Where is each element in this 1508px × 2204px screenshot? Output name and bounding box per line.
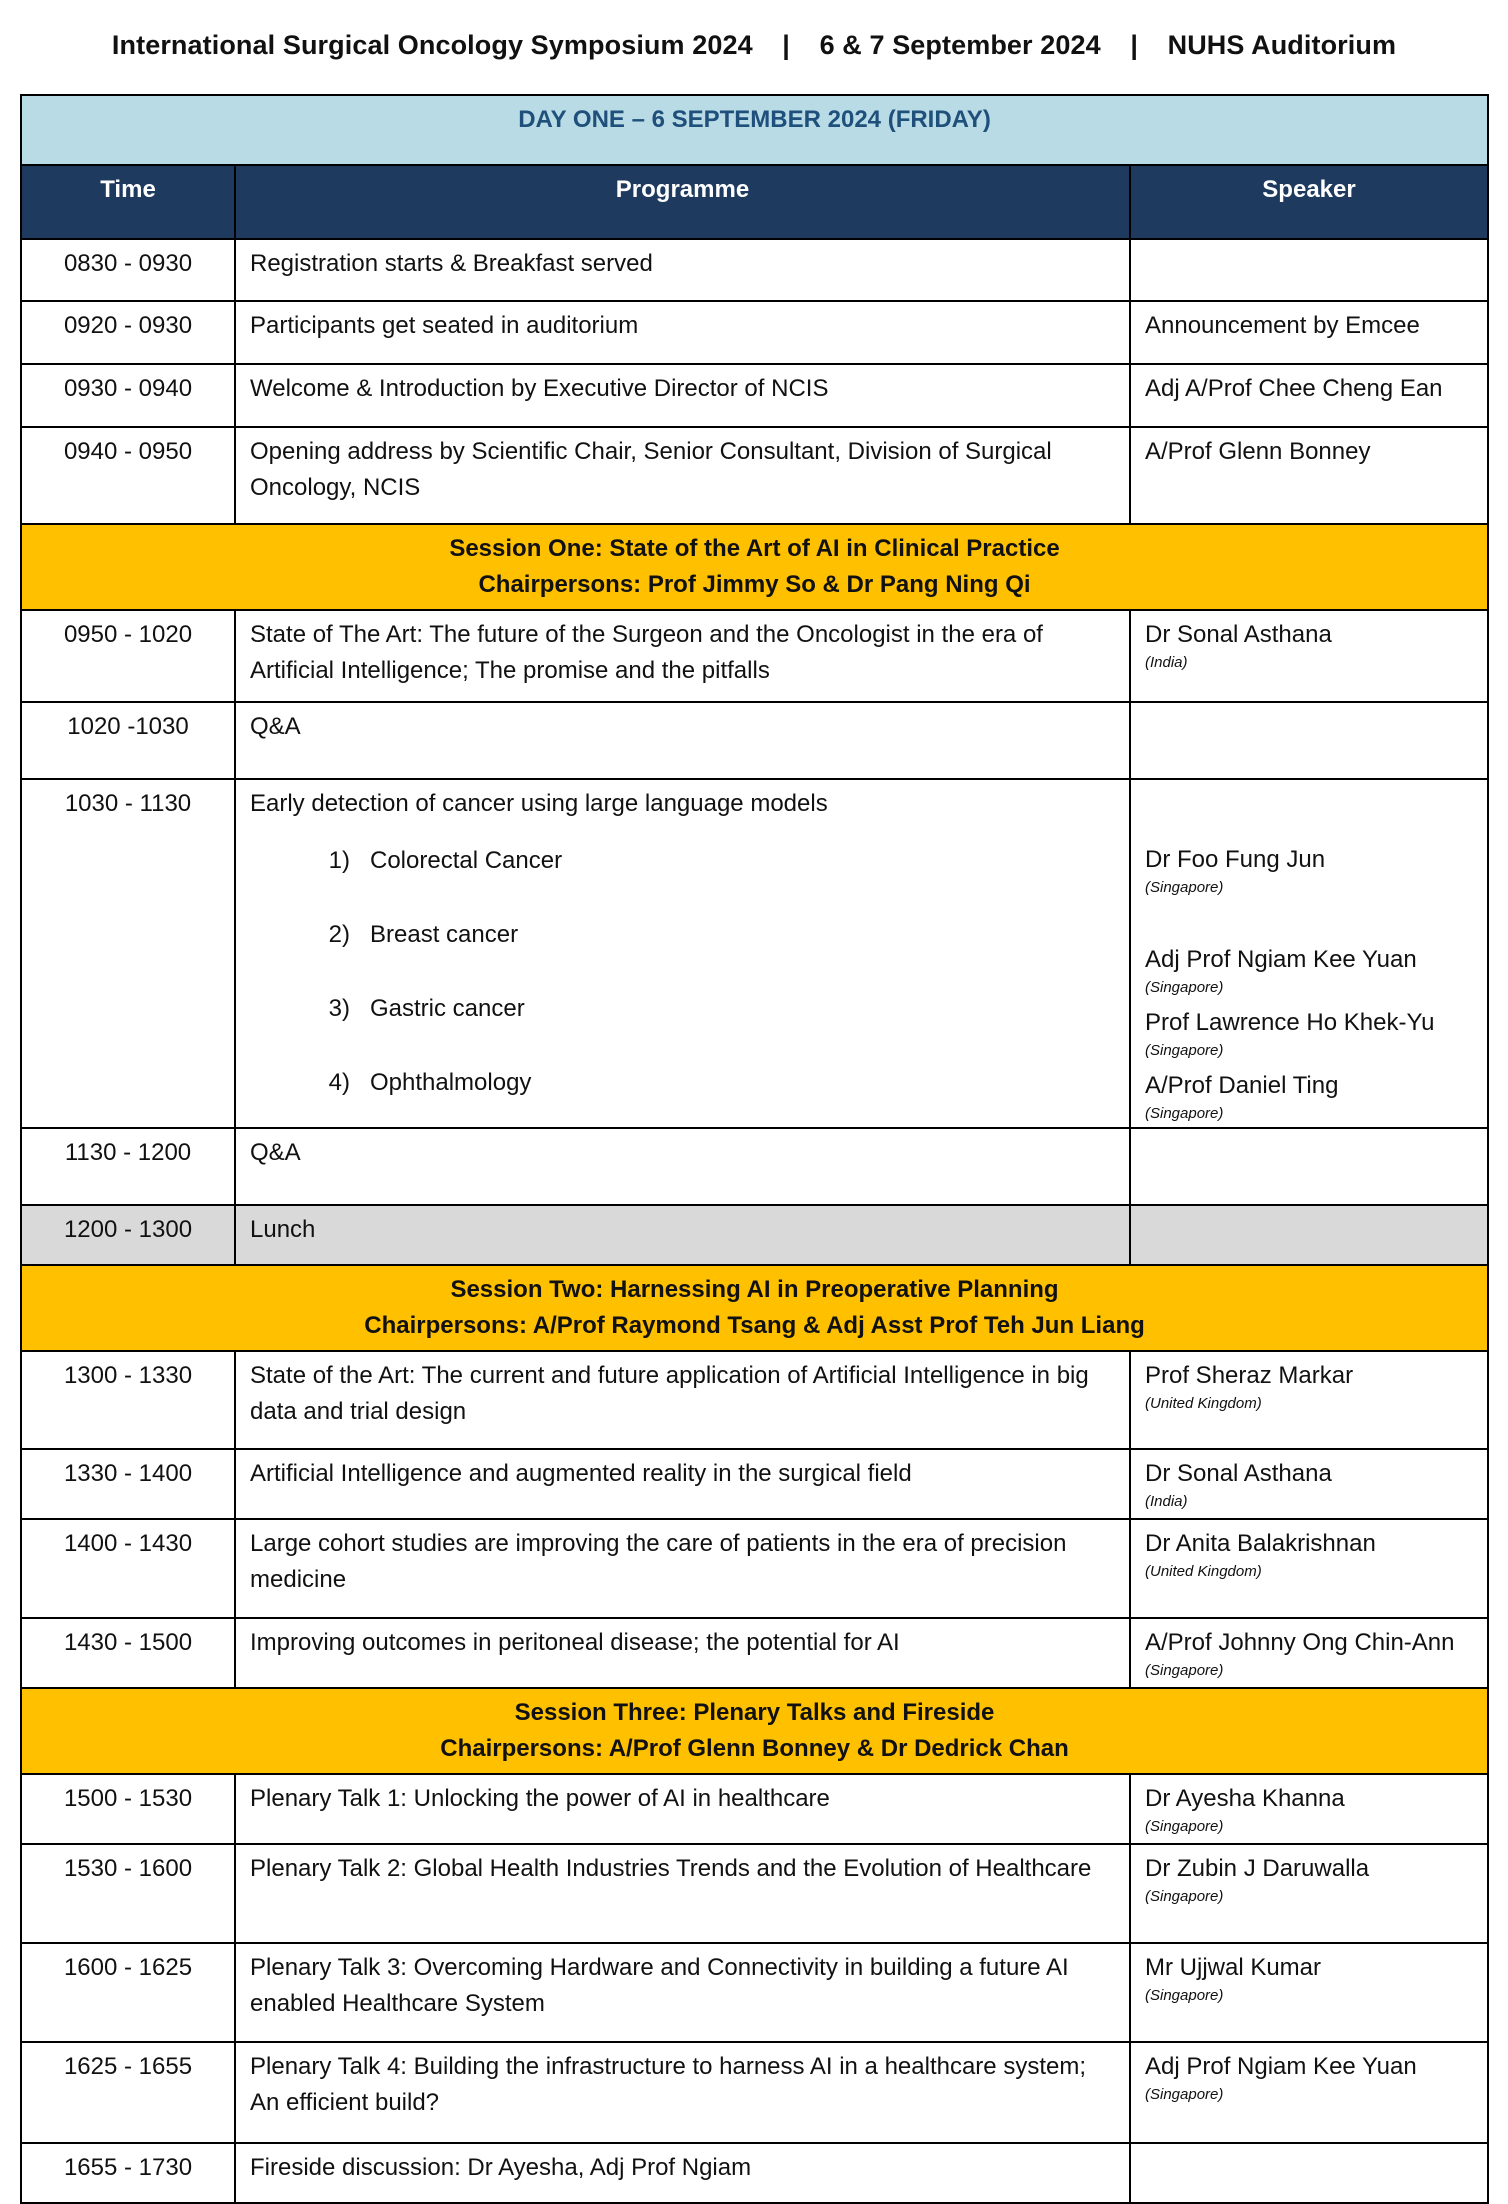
list-item: 4) Ophthalmology	[328, 1069, 532, 1096]
list-item: Prof Lawrence Ho Khek-Yu (Singapore)	[1145, 1009, 1435, 1059]
table-row	[21, 1351, 1488, 1449]
programme-cell: Improving outcomes in peritoneal disease; the potential for AI	[235, 1618, 1130, 1688]
time-cell: 0950 - 1020	[21, 610, 235, 702]
speaker-list	[1145, 786, 1473, 1121]
time-cell: 1530 - 1600	[21, 1844, 235, 1943]
column-header-row	[21, 165, 1488, 239]
schedule-table	[20, 94, 1489, 2204]
programme-cell: Welcome & Introduction by Executive Director of NCIS	[235, 364, 1130, 427]
speaker-origin: (Singapore)	[1145, 1818, 1224, 1835]
time-cell: 1625 - 1655	[21, 2042, 235, 2143]
speaker-cell	[1130, 702, 1488, 779]
programme-cell: Large cohort studies are improving the care of patients in the era of precision medicine	[235, 1519, 1130, 1618]
column-header-speaker: Speaker	[1130, 165, 1488, 239]
table-row	[21, 1943, 1488, 2042]
time-cell: 1130 - 1200	[21, 1128, 235, 1205]
speaker-origin: (United Kingdom)	[1145, 1563, 1262, 1580]
speaker-origin: (Singapore)	[1145, 1987, 1224, 2004]
speaker-cell	[1130, 2042, 1488, 2143]
speaker-cell: A/Prof Glenn Bonney	[1130, 427, 1488, 524]
day-title-row	[21, 95, 1488, 165]
symposium-dates: 6 & 7 September 2024	[819, 30, 1101, 60]
time-cell: 0940 - 0950	[21, 427, 235, 524]
table-row	[21, 1519, 1488, 1618]
session-header	[21, 524, 1488, 610]
speaker-cell	[1130, 1943, 1488, 2042]
speaker-cell: Adj A/Prof Chee Cheng Ean	[1130, 364, 1488, 427]
speaker-name: A/Prof Johnny Ong Chin-Ann	[1145, 1629, 1455, 1656]
time-cell: 1600 - 1625	[21, 1943, 235, 2042]
table-row	[21, 610, 1488, 702]
speaker-name: Dr Sonal Asthana	[1145, 1460, 1332, 1487]
speaker-cell	[1130, 610, 1488, 702]
speaker-name: Dr Anita Balakrishnan	[1145, 1530, 1376, 1557]
table-row	[21, 427, 1488, 524]
programme-cell: Plenary Talk 1: Unlocking the power of AI in healthcare	[235, 1774, 1130, 1844]
speaker-cell	[1130, 2143, 1488, 2203]
session-chairpersons: Chairpersons: A/Prof Glenn Bonney & Dr Dedrick Chan	[440, 1735, 1069, 1762]
speaker-origin: (India)	[1145, 654, 1188, 671]
programme-cell: State of The Art: The future of the Surgeon and the Oncologist in the era of Artificial Intelligence; The promise and the pitfalls	[235, 610, 1130, 702]
table-row	[21, 239, 1488, 301]
speaker-cell	[1130, 1618, 1488, 1688]
programme-cell: Lunch	[235, 1205, 1130, 1265]
time-cell: 0920 - 0930	[21, 301, 235, 364]
speaker-cell	[1130, 1844, 1488, 1943]
programme-title: Early detection of cancer using large language models	[250, 790, 828, 817]
speaker-name: Dr Zubin J Daruwalla	[1145, 1855, 1370, 1882]
speaker-cell: Announcement by Emcee	[1130, 301, 1488, 364]
speaker-name: Adj Prof Ngiam Kee Yuan	[1145, 2053, 1417, 2080]
time-cell: 1330 - 1400	[21, 1449, 235, 1519]
speaker-origin: (Singapore)	[1145, 1662, 1224, 1679]
table-row	[21, 1449, 1488, 1519]
table-row	[21, 1128, 1488, 1205]
speaker-origin: (Singapore)	[1145, 1888, 1224, 1905]
programme-cell: Fireside discussion: Dr Ayesha, Adj Prof Ngiam	[235, 2143, 1130, 2203]
column-header-time: Time	[21, 165, 235, 239]
list-item: 2) Breast cancer	[328, 921, 519, 948]
programme-cell: Q&A	[235, 1128, 1130, 1205]
list-item: A/Prof Daniel Ting (Singapore)	[1145, 1072, 1339, 1122]
session-title: Session One: State of the Art of AI in Clinical Practice	[449, 535, 1060, 562]
speaker-name: Prof Sheraz Markar	[1145, 1362, 1354, 1389]
table-row	[21, 779, 1488, 1128]
time-cell: 1030 - 1130	[21, 779, 235, 1128]
session-chairpersons: Chairpersons: Prof Jimmy So & Dr Pang Ning Qi	[478, 571, 1031, 598]
session-header-row	[21, 1688, 1488, 1774]
session-header	[21, 1265, 1488, 1351]
column-header-programme: Programme	[235, 165, 1130, 239]
speaker-origin: (India)	[1145, 1493, 1188, 1510]
list-item: Dr Foo Fung Jun (Singapore)	[1145, 846, 1326, 896]
session-title: Session Two: Harnessing AI in Preoperative Planning	[450, 1276, 1059, 1303]
day-title: DAY ONE – 6 SEPTEMBER 2024 (FRIDAY)	[21, 95, 1488, 165]
time-cell: 1200 - 1300	[21, 1205, 235, 1265]
symposium-title: International Surgical Oncology Symposium 2024	[111, 30, 753, 60]
programme-cell: State of the Art: The current and future application of Artificial Intelligence in big data and trial design	[235, 1351, 1130, 1449]
list-item: 1) Colorectal Cancer	[328, 847, 563, 874]
programme-cell: Participants get seated in auditorium	[235, 301, 1130, 364]
table-row	[21, 2042, 1488, 2143]
speaker-cell	[1130, 1774, 1488, 1844]
table-row	[21, 364, 1488, 427]
speaker-cell	[1130, 1449, 1488, 1519]
speaker-cell	[1130, 1205, 1488, 1265]
programme-cell: Artificial Intelligence and augmented reality in the surgical field	[235, 1449, 1130, 1519]
session-header-row	[21, 1265, 1488, 1351]
time-cell: 1430 - 1500	[21, 1618, 235, 1688]
time-cell: 1400 - 1430	[21, 1519, 235, 1618]
programme-cell: Registration starts & Breakfast served	[235, 239, 1130, 301]
speaker-origin: (United Kingdom)	[1145, 1395, 1262, 1412]
table-row	[21, 1205, 1488, 1265]
speaker-name: Mr Ujjwal Kumar	[1145, 1954, 1322, 1981]
time-cell: 0930 - 0940	[21, 364, 235, 427]
programme-cell: Q&A	[235, 702, 1130, 779]
table-row	[21, 1774, 1488, 1844]
speaker-origin: (Singapore)	[1145, 2086, 1224, 2103]
symposium-venue: NUHS Auditorium	[1167, 30, 1397, 60]
time-cell: 0830 - 0930	[21, 239, 235, 301]
time-cell: 1655 - 1730	[21, 2143, 235, 2203]
time-cell: 1300 - 1330	[21, 1351, 235, 1449]
programme-cell: Plenary Talk 3: Overcoming Hardware and Connectivity in building a future AI enabled Healthcare System	[235, 1943, 1130, 2042]
programme-cell: Plenary Talk 2: Global Health Industries Trends and the Evolution of Healthcare	[235, 1844, 1130, 1943]
programme-cell: Opening address by Scientific Chair, Senior Consultant, Division of Surgical Oncology, NCIS	[235, 427, 1130, 524]
session-header-row	[21, 524, 1488, 610]
session-header	[21, 1688, 1488, 1774]
table-row	[21, 301, 1488, 364]
time-cell: 1020 -1030	[21, 702, 235, 779]
session-chairpersons: Chairpersons: A/Prof Raymond Tsang & Adj Asst Prof Teh Jun Liang	[364, 1312, 1145, 1339]
speaker-cell	[1130, 1519, 1488, 1618]
speaker-cell	[1130, 779, 1488, 1128]
speaker-name: Dr Ayesha Khanna	[1145, 1785, 1345, 1812]
speaker-cell	[1130, 1128, 1488, 1205]
list-item: 3) Gastric cancer	[328, 995, 525, 1022]
programme-cell: Plenary Talk 4: Building the infrastructure to harness AI in a healthcare system; An efficient build?	[235, 2042, 1130, 2143]
list-item: Adj Prof Ngiam Kee Yuan (Singapore)	[1145, 946, 1417, 996]
header-separator: |	[782, 30, 790, 60]
table-row	[21, 1618, 1488, 1688]
table-row	[21, 1844, 1488, 1943]
table-row	[21, 702, 1488, 779]
table-row	[21, 2143, 1488, 2203]
speaker-cell	[1130, 1351, 1488, 1449]
speaker-cell	[1130, 239, 1488, 301]
programme-cell	[235, 779, 1130, 1128]
document-header	[0, 30, 1508, 61]
session-title: Session Three: Plenary Talks and Fireside	[514, 1699, 995, 1726]
header-separator: |	[1130, 30, 1138, 60]
speaker-name: Dr Sonal Asthana	[1145, 621, 1332, 648]
topic-list	[250, 824, 1115, 1120]
time-cell: 1500 - 1530	[21, 1774, 235, 1844]
